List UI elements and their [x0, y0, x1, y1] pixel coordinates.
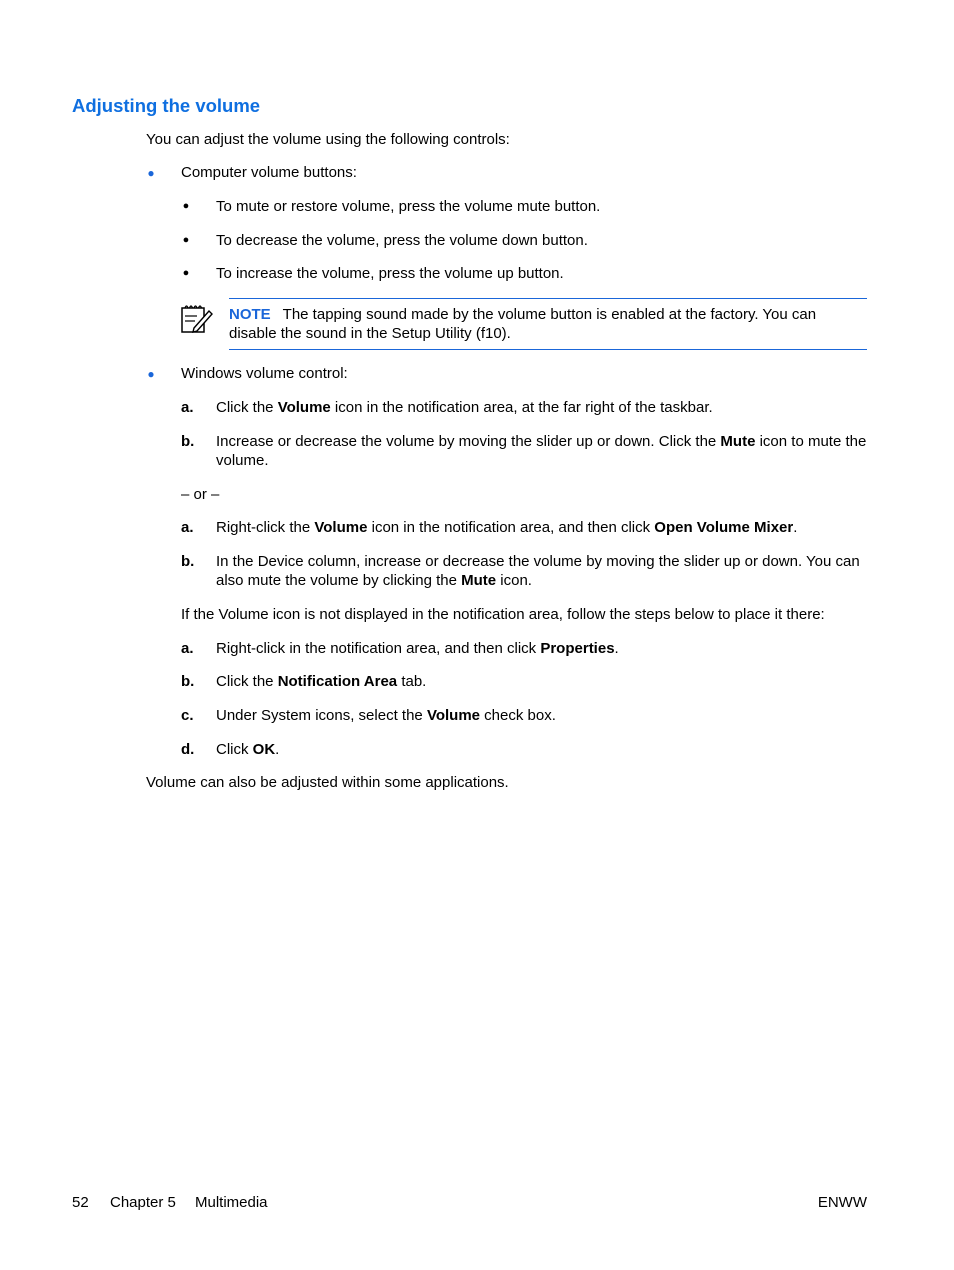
step-marker: a. — [181, 399, 194, 416]
note-text: The tapping sound made by the volume button is enabled at the factory. You can disable the sound in the Setup Utility (f10). — [229, 306, 817, 342]
list-item: To increase the volume, press the volume up button. — [216, 265, 564, 282]
step-text: Right-click the Volume icon in the notification area, and then click Open Volume Mixer. — [216, 519, 798, 536]
page-number: 52 — [72, 1194, 89, 1211]
step-marker: a. — [181, 640, 194, 657]
step-text: Increase or decrease the volume by moving the slider up or down. Click the Mute icon to mute the volume. — [216, 433, 867, 469]
or-separator: – or – — [181, 486, 220, 503]
step-marker: b. — [181, 553, 195, 570]
intro-text: You can adjust the volume using the following controls: — [146, 131, 510, 148]
step-marker: d. — [181, 741, 195, 758]
step-marker: b. — [181, 433, 195, 450]
bullet-icon: ● — [182, 267, 190, 279]
footer-locale: ENWW — [817, 1194, 867, 1211]
note — [229, 305, 867, 343]
bullet-icon: ● — [182, 200, 190, 212]
note-pad-icon — [180, 301, 214, 335]
page-title: Adjusting the volume — [72, 95, 261, 116]
step-text: In the Device column, increase or decrease the volume by moving the slider up or down. You can also mute the volume by clicking the Mute icon. — [216, 553, 860, 589]
step-text: Click the Volume icon in the notification area, at the far right of the taskbar. — [216, 399, 713, 416]
step-text: Click OK. — [216, 741, 280, 758]
closing-text: Volume can also be adjusted within some applications. — [146, 774, 509, 791]
step-marker: b. — [181, 673, 195, 690]
footer-chapter-title: Multimedia — [195, 1194, 268, 1211]
step-text: Right-click in the notification area, and then click Properties. — [216, 640, 619, 657]
step-marker: a. — [181, 519, 194, 536]
step-marker: c. — [181, 707, 194, 724]
step-text: Under System icons, select the Volume check box. — [216, 707, 556, 724]
step-text: Click the Notification Area tab. — [216, 673, 427, 690]
list-item: To decrease the volume, press the volume down button. — [216, 232, 588, 249]
if-not-displayed-text: If the Volume icon is not displayed in the notification area, follow the steps below to place it there: — [181, 606, 825, 623]
footer-chapter: Chapter 5 — [110, 1194, 176, 1211]
computer-buttons-label: Computer volume buttons: — [181, 164, 357, 181]
bullet-icon: ● — [147, 166, 155, 180]
note-label: NOTE — [229, 306, 271, 323]
bullet-icon: ● — [147, 367, 155, 381]
list-item: To mute or restore volume, press the volume mute button. — [216, 198, 601, 215]
windows-control-label: Windows volume control: — [181, 365, 348, 382]
bullet-icon: ● — [182, 234, 190, 246]
